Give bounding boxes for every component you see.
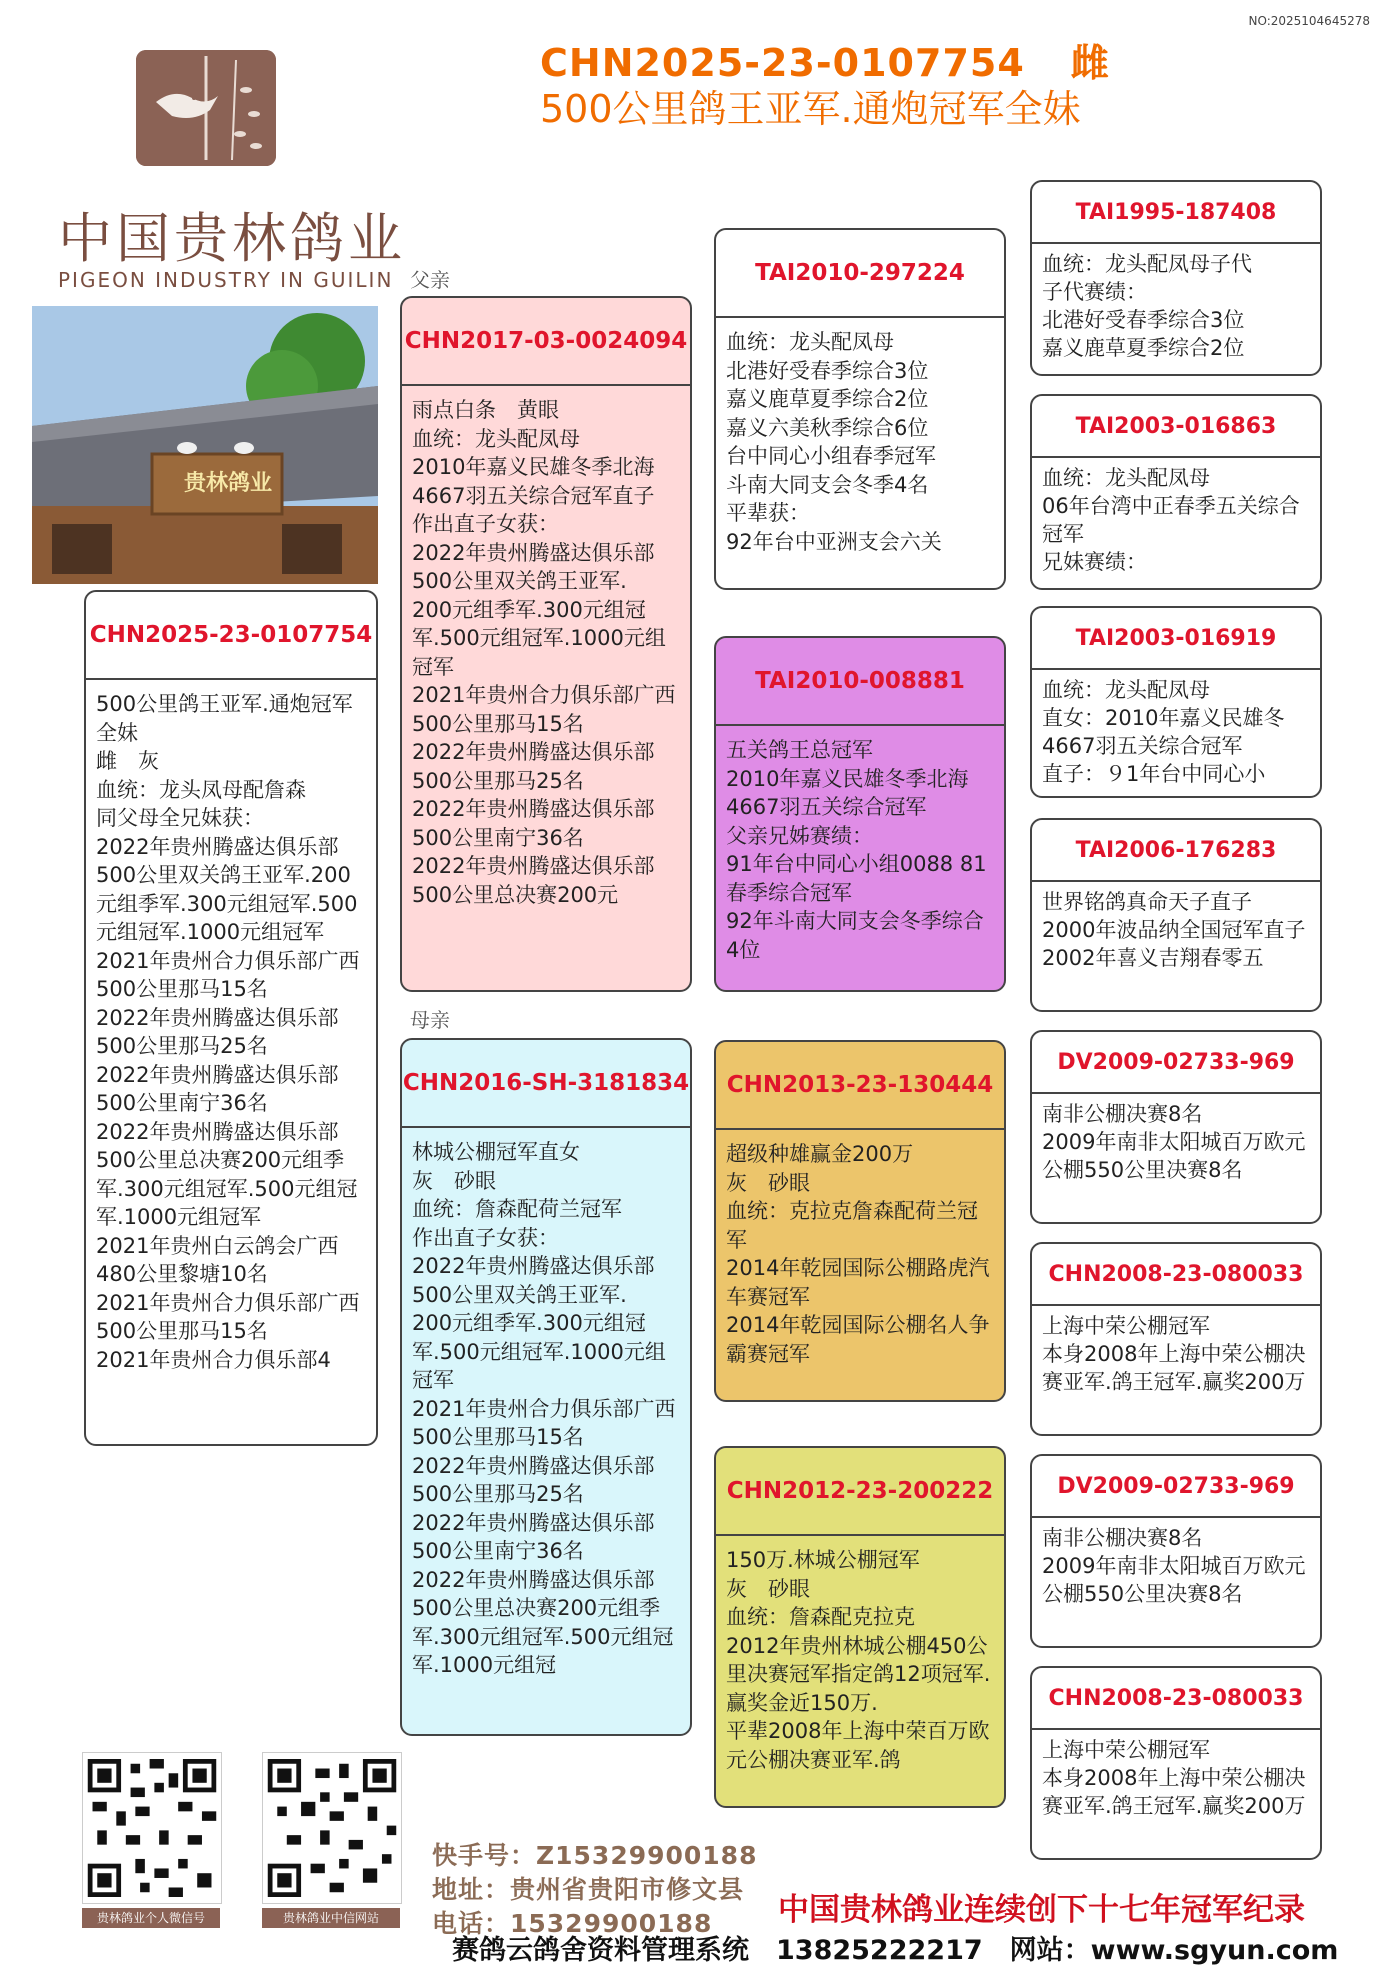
- detail-line: 血统：龙头配凤母子代: [1042, 252, 1252, 276]
- detail-line: 血统：龙头配凤母: [726, 330, 894, 354]
- loft-photo: [32, 306, 378, 584]
- qr-wechat[interactable]: [82, 1752, 222, 1928]
- record-slogan: 中国贵林鸽业连续创下十七年冠军纪录: [778, 1892, 1305, 1928]
- detail-line: 灰 砂眼: [726, 1170, 810, 1195]
- detail-line: 兄妹赛绩：: [1042, 550, 1147, 574]
- detail-line: 200元组季军.300元组冠军.500元组冠军.1000元组冠军: [412, 597, 666, 679]
- ggp-ring: CHN2008-23-080033: [1032, 1244, 1320, 1306]
- qr-code-icon: [82, 1752, 222, 1904]
- great-grandparent-card: [1030, 818, 1322, 1012]
- ggp-details: [1032, 670, 1320, 788]
- mother-label: 母亲: [410, 1008, 450, 1032]
- ggp-ring: TAI2006-176283: [1032, 820, 1320, 882]
- detail-line: 2021年贵州合力俱乐部广西500公里那马15名: [96, 948, 360, 1001]
- phone: 电话：15329900188: [432, 1909, 713, 1938]
- detail-line: 同父母全兄妹获：: [96, 806, 264, 830]
- pgf-details: [716, 318, 1004, 556]
- subject-card: [84, 590, 378, 1446]
- detail-line: 子代赛绩：: [1042, 280, 1147, 304]
- detail-line: 92年台中亚洲支会六关: [726, 529, 942, 554]
- great-grandparent-card: [1030, 180, 1322, 376]
- qr-caption: 贵林鸽业个人微信号: [82, 1908, 220, 1928]
- title-sex: 雌: [1070, 41, 1110, 85]
- title-ring: CHN2025-23-0107754: [540, 41, 1025, 85]
- detail-line: 平辈获：: [726, 501, 810, 525]
- subject-details: [86, 680, 376, 1374]
- detail-line: 血统：龙头配凤母: [1042, 466, 1210, 490]
- detail-line: 2021年贵州白云鸽会广西480公里黎塘10名: [96, 1233, 339, 1286]
- brand-name-cn: 中国贵林鸽业: [58, 207, 406, 270]
- detail-line: 2021年贵州合力俱乐部广西500公里那马15名: [96, 1290, 360, 1343]
- ggp-details: [1032, 1094, 1320, 1184]
- ggp-ring: DV2009-02733-969: [1032, 1032, 1320, 1094]
- bird-branch-icon: [136, 50, 276, 166]
- detail-line: 2022年贵州腾盛达俱乐部500公里南宁36名: [412, 1510, 655, 1563]
- father-details: [402, 386, 690, 909]
- detail-line: 雌 灰: [96, 749, 159, 773]
- detail-line: 林城公棚冠军直女: [412, 1140, 580, 1164]
- father-label: 父亲: [410, 268, 450, 292]
- paternal-grandfather-card: [714, 228, 1006, 590]
- pgm-ring: TAI2010-008881: [716, 638, 1004, 726]
- detail-line: 2022年贵州腾盛达俱乐部500公里那马25名: [96, 1005, 339, 1058]
- detail-line: 2022年贵州腾盛达俱乐部500公里那马25名: [412, 740, 655, 793]
- great-grandparent-card: [1030, 1454, 1322, 1648]
- detail-line: 作出直子女获：: [412, 1225, 559, 1250]
- great-grandparent-card: [1030, 606, 1322, 798]
- detail-line: 2009年南非太阳城百万欧元公棚550公里决赛8名: [1042, 1554, 1306, 1606]
- ggp-details: [1032, 244, 1320, 362]
- detail-line: 2022年贵州腾盛达俱乐部500公里总决赛200元组季军.300元组冠军.500元组冠军.1000元组冠: [412, 1567, 674, 1677]
- detail-line: 北港好受春季综合3位: [1042, 308, 1245, 332]
- pgm-details: [716, 726, 1004, 964]
- footer-info: 赛鸽云鸽舍资料管理系统 13825222217 网站：www.sgyun.com: [452, 1935, 1339, 1966]
- brand-logo: [136, 50, 276, 166]
- detail-line: 2014年乾园国际公棚名人争霸赛冠军: [726, 1313, 990, 1366]
- ggp-ring: DV2009-02733-969: [1032, 1456, 1320, 1518]
- detail-line: 直女：2010年嘉义民雄冬4667羽五关综合冠军: [1042, 706, 1285, 758]
- detail-line: 2021年贵州合力俱乐部4: [96, 1347, 331, 1372]
- ggp-ring: TAI1995-187408: [1032, 182, 1320, 244]
- ggp-details: [1032, 1730, 1320, 1820]
- detail-line: 血统：詹森配克拉克: [726, 1605, 915, 1629]
- mother-card: [400, 1038, 692, 1736]
- detail-line: 血统：龙头配凤母: [1042, 678, 1210, 702]
- detail-line: 斗南大同支会冬季4名: [726, 472, 929, 497]
- detail-line: 91年台中同心小组0088 81春季综合冠军: [726, 852, 987, 905]
- detail-line: 直子：９1年台中同心小: [1042, 762, 1266, 786]
- detail-line: 血统：龙头配凤母: [412, 426, 580, 451]
- detail-line: 2002年喜义吉翔春零五: [1042, 946, 1264, 970]
- detail-line: 灰 砂眼: [726, 1576, 810, 1601]
- mgm-ring: CHN2012-23-200222: [716, 1448, 1004, 1536]
- detail-line: 2022年贵州腾盛达俱乐部500公里总决赛200元: [412, 854, 655, 907]
- detail-line: 五关鸽王总冠军: [726, 738, 873, 762]
- ggp-details: [1032, 882, 1320, 972]
- page-subtitle: 500公里鸽王亚军.通炮冠军全妹: [540, 87, 1081, 131]
- detail-line: 超级种雄赢金200万: [726, 1142, 914, 1166]
- ggp-details: [1032, 1306, 1320, 1396]
- subject-ring: CHN2025-23-0107754: [86, 592, 376, 680]
- detail-line: 血统：克拉克詹森配荷兰冠军: [726, 1199, 978, 1252]
- detail-line: 2009年南非太阳城百万欧元公棚550公里决赛8名: [1042, 1130, 1306, 1182]
- maternal-grandfather-card: [714, 1040, 1006, 1402]
- detail-line: 06年台湾中正春季五关综合冠军: [1042, 494, 1300, 546]
- detail-line: 血统：詹森配荷兰冠军: [412, 1197, 622, 1221]
- detail-line: 2022年贵州腾盛达俱乐部500公里双关鸽王亚军.200元组季军.300元组冠军.500元组冠军.1000元组冠军: [96, 834, 358, 944]
- detail-line: 本身2008年上海中荣公棚决赛亚军.鸽王冠军.赢奖200万: [1042, 1766, 1306, 1818]
- detail-line: 南非公棚决赛8名: [1042, 1526, 1203, 1550]
- detail-line: 嘉义六美秋季综合6位: [726, 415, 929, 440]
- mother-ring: CHN2016-SH-3181834: [402, 1040, 690, 1128]
- detail-line: 2010年嘉义民雄冬季北海4667羽五关综合冠军: [726, 766, 969, 819]
- father-ring: CHN2017-03-0024094: [402, 298, 690, 386]
- detail-line: 上海中荣公棚冠军: [1042, 1738, 1210, 1762]
- detail-line: 2022年贵州腾盛达俱乐部500公里总决赛200元组季军.300元组冠军.500元组冠军.1000元组冠军: [96, 1119, 358, 1229]
- detail-line: 92年斗南大同支会冬季综合4位: [726, 909, 984, 962]
- detail-line: 2021年贵州合力俱乐部广西500公里那马15名: [412, 1396, 676, 1449]
- ggp-details: [1032, 1518, 1320, 1608]
- mgf-ring: CHN2013-23-130444: [716, 1042, 1004, 1130]
- detail-line: 灰 砂眼: [412, 1168, 496, 1193]
- great-grandparent-card: [1030, 1030, 1322, 1224]
- great-grandparent-card: [1030, 1242, 1322, 1436]
- detail-line: 本身2008年上海中荣公棚决赛亚军.鸽王冠军.赢奖200万: [1042, 1342, 1306, 1394]
- great-grandparent-card: [1030, 1666, 1322, 1860]
- mgf-details: [716, 1130, 1004, 1368]
- detail-line: 嘉义鹿草夏季综合2位: [726, 387, 929, 411]
- detail-line: 200元组季军.300元组冠军.500元组冠军.1000元组冠军: [412, 1311, 666, 1392]
- detail-line: 150万.林城公棚冠军: [726, 1548, 920, 1572]
- mother-details: [402, 1128, 690, 1680]
- detail-line: 2000年波品纳全国冠军直子: [1042, 918, 1306, 942]
- detail-line: 平辈2008年上海中荣百万欧元公棚决赛亚军.鸽: [726, 1719, 990, 1772]
- detail-line: 世界铭鸽真命天子直子: [1042, 890, 1252, 914]
- detail-line: 台中同心小组春季冠军: [726, 444, 936, 468]
- detail-line: 上海中荣公棚冠军: [1042, 1314, 1210, 1338]
- maternal-grandmother-card: [714, 1446, 1006, 1808]
- detail-line: 南非公棚决赛8名: [1042, 1102, 1203, 1126]
- pgf-ring: TAI2010-297224: [716, 230, 1004, 318]
- detail-line: 2022年贵州腾盛达俱乐部500公里那马25名: [412, 1453, 655, 1506]
- ggp-ring: CHN2008-23-080033: [1032, 1668, 1320, 1730]
- address: 地址：贵州省贵阳市修文县: [432, 1875, 745, 1904]
- qr-website[interactable]: [262, 1752, 402, 1928]
- detail-line: 2012年贵州林城公棚450公里决赛冠军指定鸽12项冠军.赢奖金近150万.: [726, 1633, 991, 1715]
- detail-line: 2014年乾园国际公棚路虎汽车赛冠军: [726, 1256, 990, 1309]
- detail-line: 2022年贵州腾盛达俱乐部500公里南宁36名: [412, 797, 655, 850]
- detail-line: 北港好受春季综合3位: [726, 358, 929, 383]
- detail-line: 2010年嘉义民雄冬季北海4667羽五关综合冠军直子: [412, 455, 655, 508]
- qr-caption: 贵林鸽业中信网站: [262, 1908, 400, 1928]
- kuaishou-id: 快手号：Z15329900188: [432, 1841, 758, 1870]
- detail-line: 雨点白条 黄眼: [412, 398, 559, 422]
- detail-line: 500公里鸽王亚军.通炮冠军全妹: [96, 692, 353, 745]
- ggp-details: [1032, 458, 1320, 576]
- mgm-details: [716, 1536, 1004, 1774]
- detail-line: 2022年贵州腾盛达俱乐部500公里双关鸽王亚军.: [412, 1254, 655, 1307]
- detail-line: 作出直子女获：: [412, 512, 559, 536]
- great-grandparent-card: [1030, 394, 1322, 590]
- detail-line: 父亲兄姊赛绩：: [726, 823, 873, 848]
- ggp-ring: TAI2003-016863: [1032, 396, 1320, 458]
- father-card: [400, 296, 692, 992]
- paternal-grandmother-card: [714, 636, 1006, 992]
- ggp-ring: TAI2003-016919: [1032, 608, 1320, 670]
- detail-line: 2022年贵州腾盛达俱乐部500公里双关鸽王亚军.: [412, 540, 655, 593]
- loft-sign: 贵林鸽业: [184, 471, 273, 496]
- document-number: NO:2025104645278: [1248, 14, 1370, 28]
- detail-line: 血统：龙头凤母配詹森: [96, 777, 306, 802]
- detail-line: 嘉义鹿草夏季综合2位: [1042, 336, 1245, 360]
- brand-name-en: PIGEON INDUSTRY IN GUILIN: [58, 268, 394, 292]
- detail-line: 2022年贵州腾盛达俱乐部500公里南宁36名: [96, 1062, 339, 1115]
- qr-code-icon: [262, 1752, 402, 1904]
- detail-line: 2021年贵州合力俱乐部广西500公里那马15名: [412, 683, 676, 736]
